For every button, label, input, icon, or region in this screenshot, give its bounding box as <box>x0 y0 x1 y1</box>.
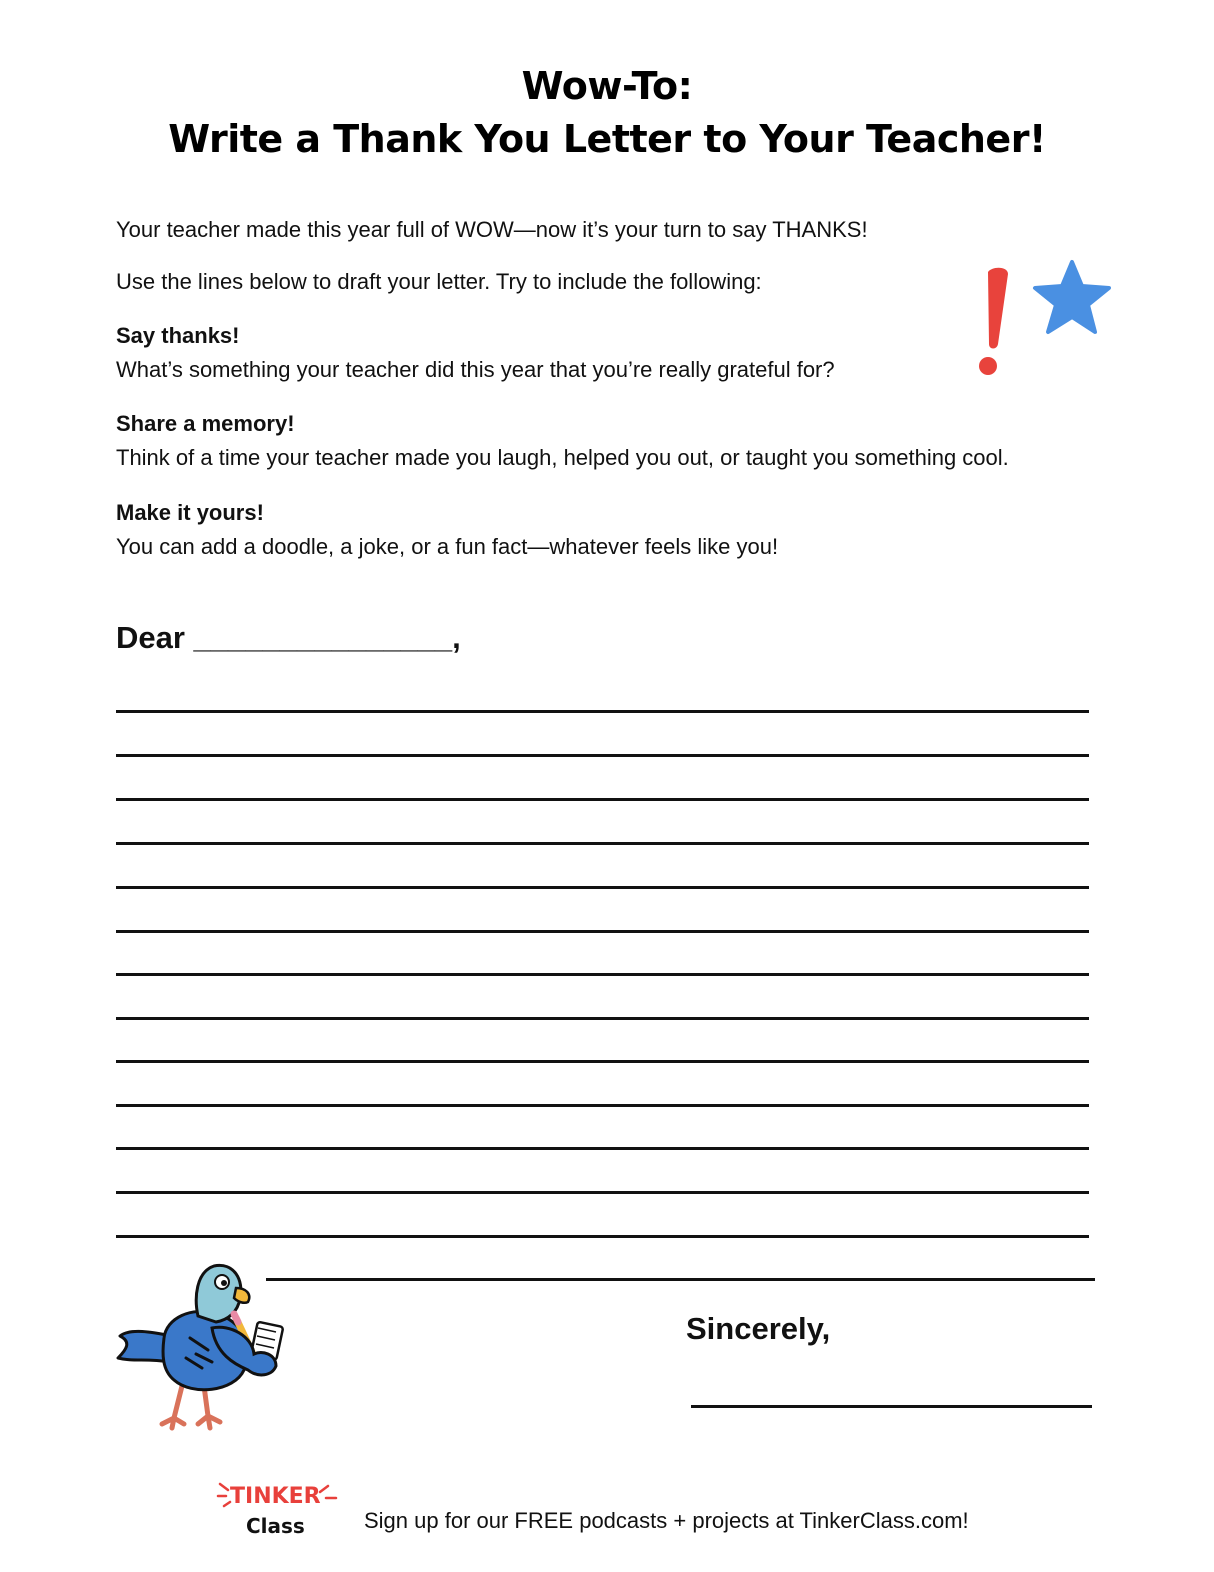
writing-line[interactable] <box>116 754 1089 757</box>
writing-line[interactable] <box>116 1060 1089 1063</box>
writing-line[interactable] <box>116 1104 1089 1107</box>
tip-heading-make-it-yours: Make it yours! <box>116 500 264 525</box>
exclamation-icon <box>970 262 1020 382</box>
writing-line[interactable] <box>116 710 1089 713</box>
writing-line[interactable] <box>116 798 1089 801</box>
tinker-class-logo <box>216 1478 340 1540</box>
page-title-line-1: Wow-To: <box>521 64 693 108</box>
writing-line-short[interactable] <box>266 1278 1095 1281</box>
intro-line-2: Use the lines below to draft your letter. Try to include the following: <box>116 269 762 294</box>
tip-text-share-memory: Think of a time your teacher made you laugh, helped you out, or taught you something cool. <box>116 445 1009 470</box>
writing-line[interactable] <box>116 1235 1089 1238</box>
page-title-line-2: Write a Thank You Letter to Your Teacher! <box>168 117 1046 161</box>
intro-line-1: Your teacher made this year full of WOW—now it’s your turn to say THANKS! <box>116 217 868 242</box>
writing-line[interactable] <box>116 842 1089 845</box>
writing-line[interactable] <box>116 886 1089 889</box>
salutation: Dear _______________, <box>116 620 461 655</box>
writing-line[interactable] <box>116 1191 1089 1194</box>
footer-signup-text: Sign up for our FREE podcasts + projects at TinkerClass.com! <box>364 1508 969 1533</box>
signature-line[interactable] <box>691 1405 1092 1408</box>
tip-heading-say-thanks: Say thanks! <box>116 323 240 348</box>
logo-word-tinker: TINKER <box>230 1484 321 1509</box>
tip-text-make-it-yours: You can add a doodle, a joke, or a fun fact—whatever feels like you! <box>116 534 779 559</box>
writing-line[interactable] <box>116 1147 1089 1150</box>
writing-line[interactable] <box>116 1017 1089 1020</box>
logo-word-class: Class <box>246 1514 305 1538</box>
writing-line[interactable] <box>116 973 1089 976</box>
bird-mascot-illustration <box>112 1258 302 1438</box>
closing: Sincerely, <box>686 1311 831 1346</box>
tip-heading-share-memory: Share a memory! <box>116 411 295 436</box>
tip-text-say-thanks: What’s something your teacher did this year that you’re really grateful for? <box>116 357 835 382</box>
star-icon <box>1030 258 1114 338</box>
writing-line[interactable] <box>116 930 1089 933</box>
